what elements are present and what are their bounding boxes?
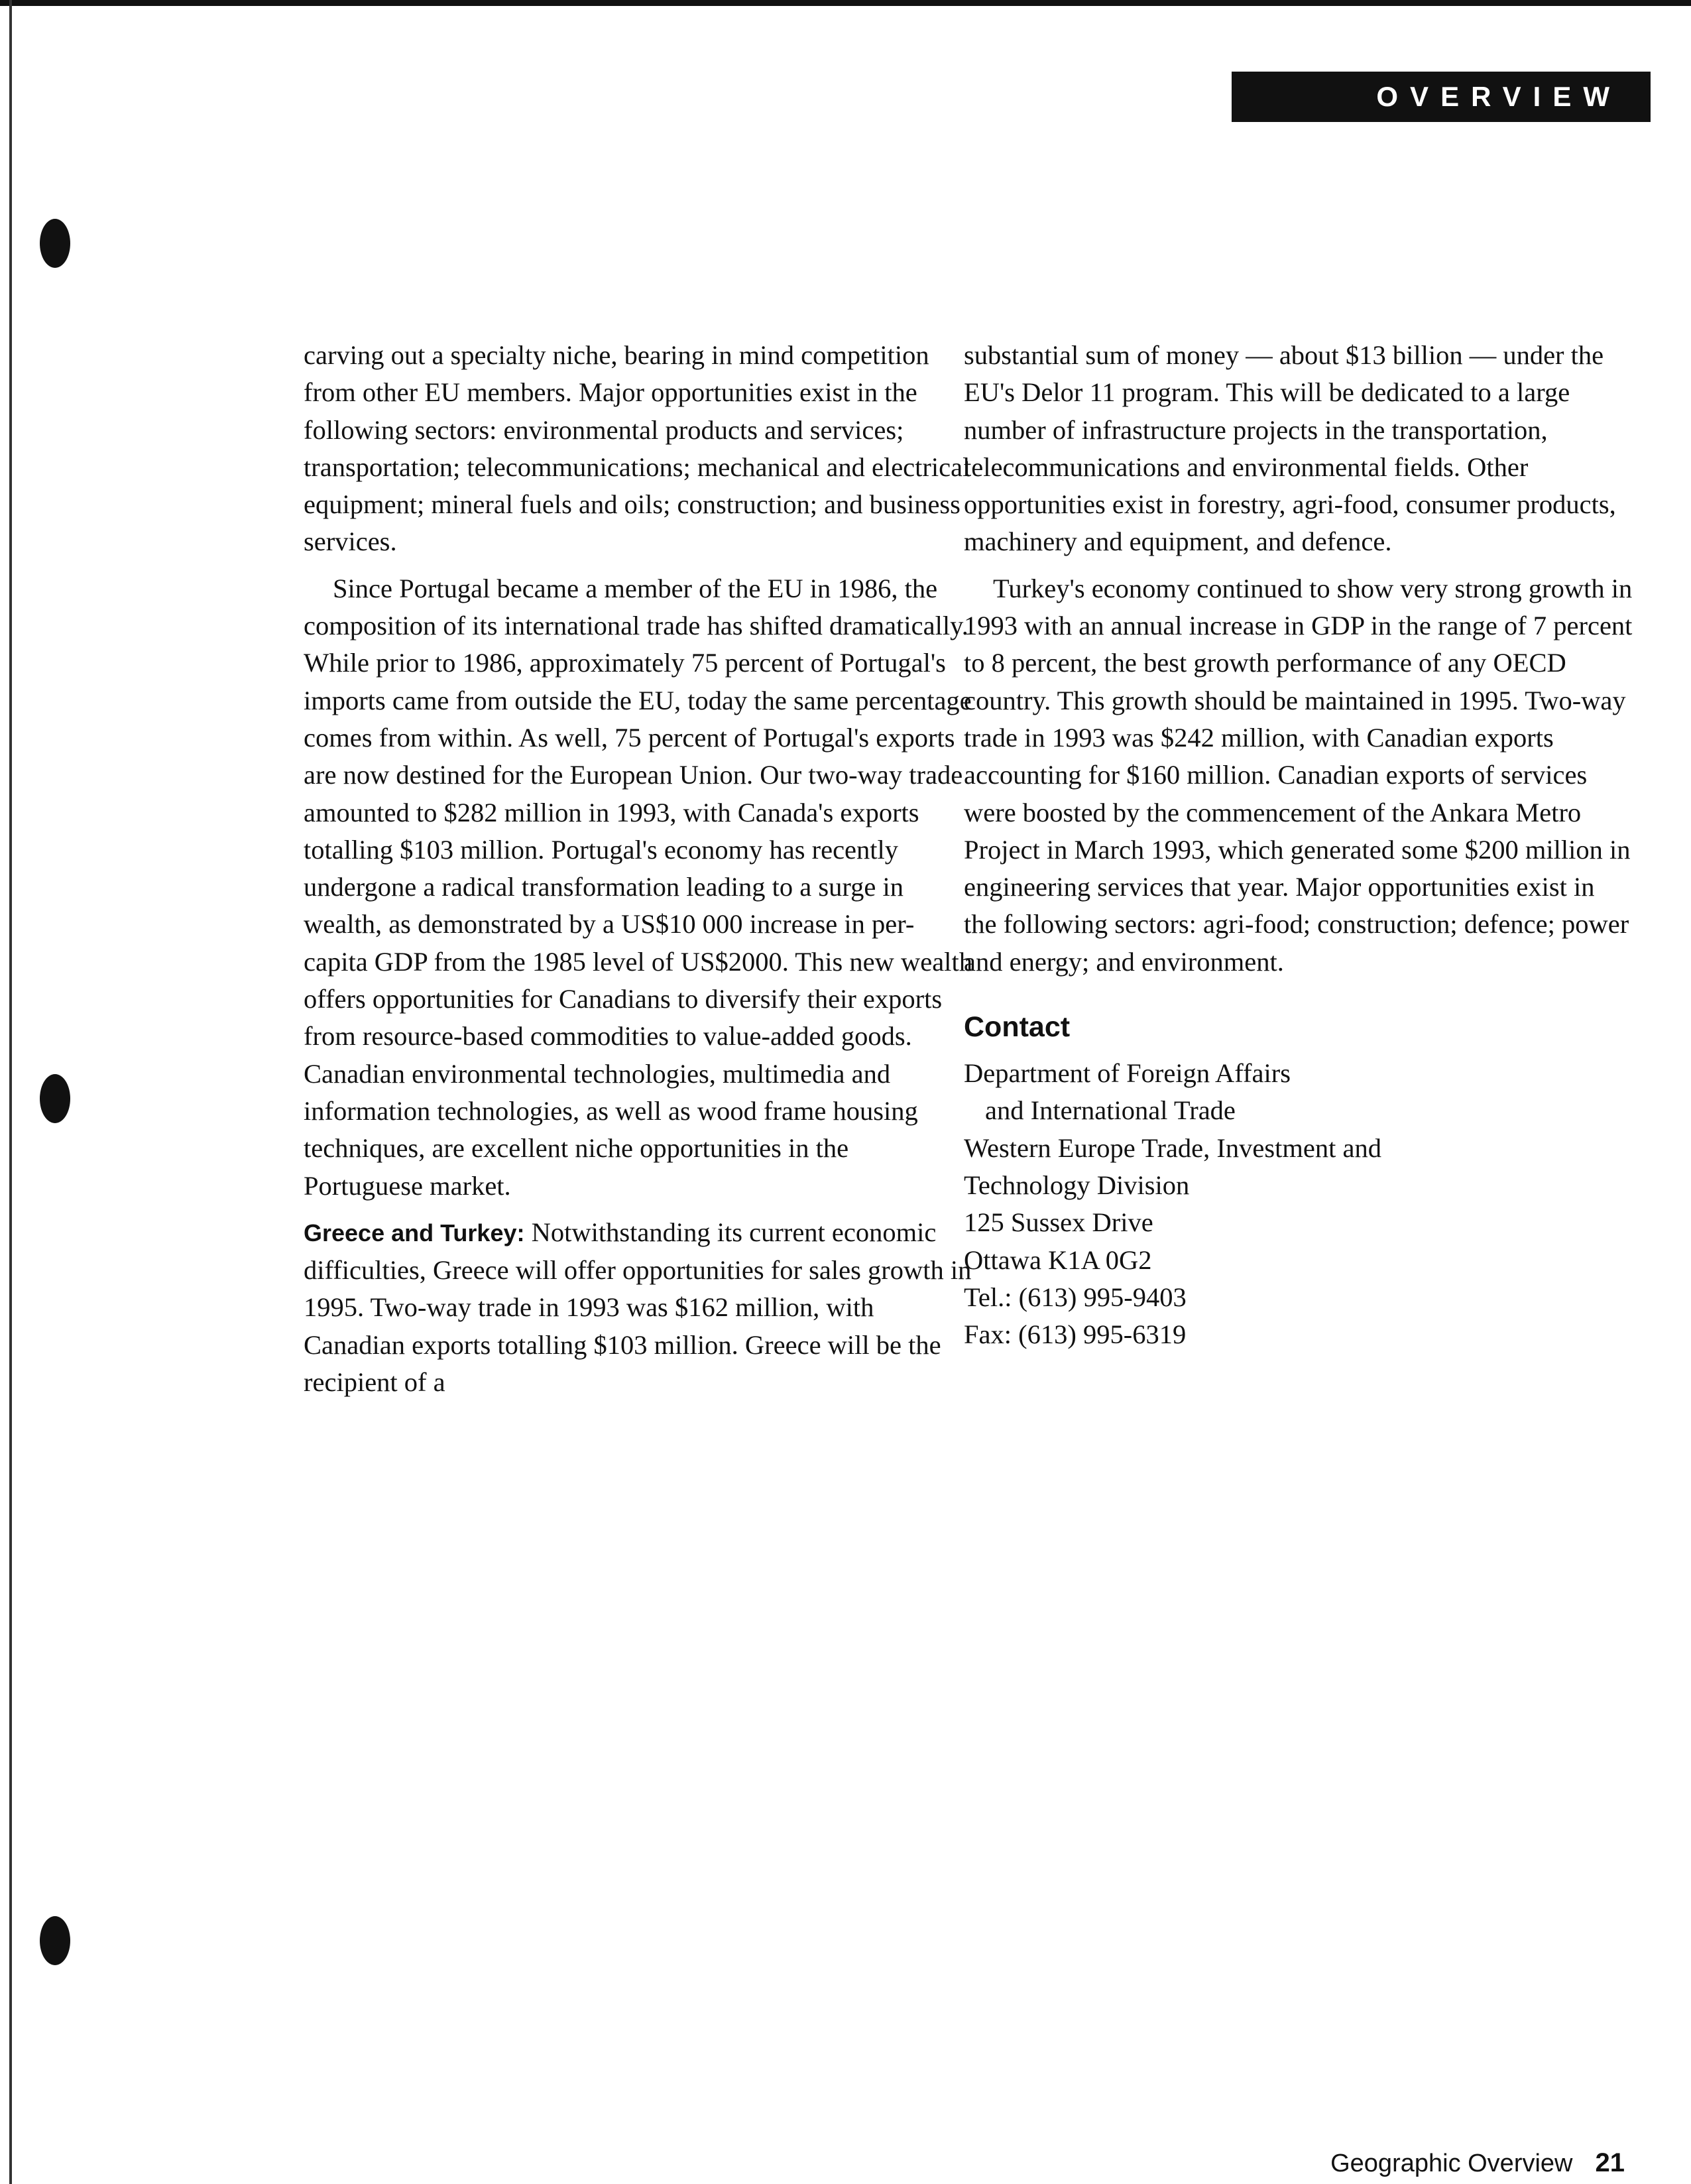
- section-header-label: OVERVIEW: [1376, 81, 1621, 112]
- top-border-rule: [0, 0, 1691, 6]
- binder-hole-top: [40, 219, 70, 268]
- contact-line-division: Western Europe Trade, Investment and: [964, 1132, 1381, 1163]
- contact-block: [964, 1055, 1633, 1353]
- greece-turkey-run-in-heading: Greece and Turkey:: [304, 1219, 525, 1246]
- left-paragraph-2: Since Portugal became a member of the EU in 1986, the composition of its international trade has shifted dramatically. While prior to 1986, approximately 75 percent of Portugal's imports came from outside the EU, today the same percentage comes from within. As well, 75 percent of Portugal's exports are now destined for the European Union. Our two-way trade amounted to $282 million in 1993, with Canada's exports totalling $103 million. Portugal's economy has recently undergone a radical transformation leading to a surge in wealth, as demonstrated by a US$10 000 increase in per-capita GDP from the 1985 level of US$2000. This new wealth offers opportunities for Canadians to diversify their exports from resource-based commodities to value-added goods. Canadian environmental technologies, multimedia and information technologies, as well as wood frame housing techniques, are excellent niche opportunities in the Portuguese market.: [304, 573, 972, 1201]
- greece-turkey-body: Notwithstanding its current economic difficulties, Greece will offer opportunities for sales growth in 1995. Two-way trade in 1993 was $162 million, with Canadian exports totalling $103 million. Greece will be the recipient of a: [304, 1217, 972, 1398]
- left-paragraph-3: [304, 1214, 973, 1401]
- contact-heading: Contact: [964, 1011, 1071, 1044]
- contact-line-department-cont: and International Trade: [985, 1095, 1236, 1126]
- page-number: 21: [1595, 2148, 1625, 2177]
- binder-hole-middle: [40, 1074, 70, 1123]
- right-paragraph-2: Turkey's economy continued to show very strong growth in 1993 with an annual increase in GDP in the range of 7 percent to 8 percent, the best growth performance of any OECD country. This growth should be maintained in 1995. Two-way trade in 1993 was $242 million, with Canadian exports accounting for $160 million. Canadian exports of services were boosted by the commencement of the Ankara Metro Project in March 1993, which generated some $200 million in engineering services that year. Major opportunities exist in the following sectors: agri-food; construction; defence; power and energy; and environment.: [964, 573, 1633, 977]
- contact-line-telephone: Tel.: (613) 995-9403: [964, 1282, 1187, 1312]
- binder-hole-bottom: [40, 1916, 70, 1965]
- contact-line-street: 125 Sussex Drive: [964, 1207, 1153, 1238]
- contact-line-city-postal: Ottawa K1A 0G2: [964, 1244, 1152, 1275]
- footer-section-title: Geographic Overview: [1330, 2150, 1573, 2177]
- contact-line-division-cont: Technology Division: [964, 1170, 1190, 1200]
- left-border-rule: [9, 0, 12, 2184]
- page-footer: [1330, 2148, 1625, 2178]
- left-paragraph-1: carving out a specialty niche, bearing in mind competition from other EU members. Major opportunities exist in the following sectors: environmental products and services; transportation; telecommunications; mechanical and electrical equipment; mineral fuels and oils; construction; and business services.: [304, 340, 970, 557]
- right-text-column: [964, 337, 1633, 1353]
- right-paragraph-1: substantial sum of money — about $13 billion — under the EU's Delor 11 program. This will be dedicated to a large number of infrastructure projects in the transportation, telecommunications and environmental fields. Other opportunities exist in forestry, agri-food, consumer products, machinery and equipment, and defence.: [964, 340, 1616, 557]
- contact-line-fax: Fax: (613) 995-6319: [964, 1319, 1187, 1350]
- contact-line-department: Department of Foreign Affairs: [964, 1058, 1291, 1089]
- left-text-column: [304, 337, 973, 1410]
- section-header-bar: [1232, 72, 1651, 122]
